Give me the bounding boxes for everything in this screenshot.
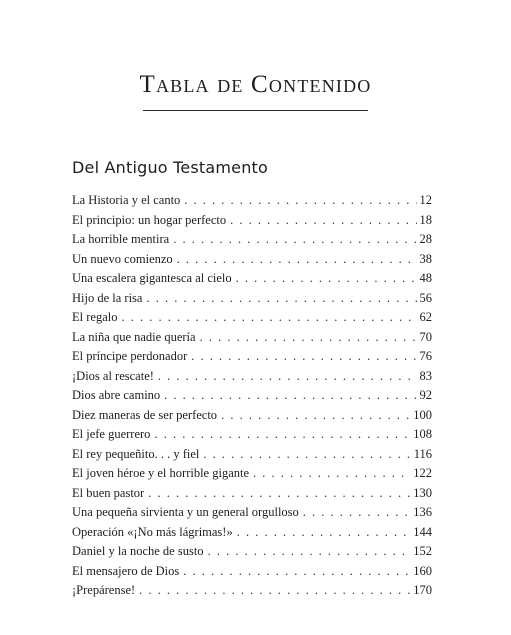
dot-leader: [237, 523, 411, 543]
dot-leader: [191, 347, 416, 367]
toc-entry[interactable]: [72, 211, 432, 231]
page-title: Tabla de Contenido: [139, 71, 372, 98]
dot-leader: [203, 445, 410, 465]
dot-leader: [208, 542, 411, 562]
toc-entry[interactable]: [72, 347, 432, 367]
toc-entry[interactable]: [72, 269, 432, 289]
toc-entry-page: 62: [419, 310, 432, 324]
toc-entry[interactable]: [72, 191, 432, 211]
toc-entry-page: 100: [413, 407, 432, 422]
dot-leader: [200, 328, 417, 348]
toc-entry[interactable]: [72, 523, 432, 543]
toc-entry-title: El rey pequeñito. . . y fiel: [72, 446, 200, 461]
dot-leader: [230, 211, 416, 231]
toc-entry-page: 116: [413, 446, 432, 461]
toc-entry-title: El joven héroe y el horrible gigante: [72, 466, 250, 480]
toc-entry-title: Daniel y la noche de susto: [72, 544, 204, 558]
toc-entry-page: 130: [413, 485, 432, 500]
dot-leader: [253, 464, 410, 484]
toc-entry-title: Dios abre camino: [72, 388, 161, 402]
toc-entry[interactable]: [72, 503, 432, 523]
toc-entry-title: La niña que nadie quería: [72, 329, 196, 344]
dot-leader: [146, 289, 416, 309]
toc-entry[interactable]: [72, 250, 432, 270]
toc-entry-title: Diez maneras de ser perfecto: [72, 407, 218, 422]
toc-entry[interactable]: [72, 445, 432, 465]
dot-leader: [236, 269, 417, 289]
dot-leader: [221, 406, 410, 426]
dot-leader: [158, 367, 417, 387]
toc-entry-title: El regalo: [72, 310, 118, 324]
dot-leader: [164, 386, 416, 406]
toc-entry[interactable]: [72, 581, 432, 601]
toc-entry[interactable]: [72, 562, 432, 582]
dot-leader: [183, 562, 410, 582]
toc-entry-title: ¡Dios al rescate!: [72, 368, 154, 383]
section-heading: Del Antiguo Testamento: [72, 158, 269, 177]
toc-entry-title: El jefe guerrero: [72, 427, 151, 441]
toc-entry-page: 38: [419, 251, 432, 266]
toc-entry-page: 108: [413, 427, 432, 441]
toc-entry-page: 70: [419, 329, 432, 344]
toc-entry-title: La horrible mentira: [72, 232, 170, 246]
dot-leader: [148, 484, 410, 504]
toc-entry[interactable]: [72, 230, 432, 250]
dot-leader: [173, 230, 416, 250]
toc-entry-title: Hijo de la risa: [72, 290, 143, 305]
toc-entry-page: 92: [419, 388, 432, 402]
toc-entry-title: El principio: un hogar perfecto: [72, 212, 227, 227]
dot-leader: [121, 308, 416, 328]
toc-entry-page: 160: [413, 563, 432, 578]
toc-entry-title: Un nuevo comienzo: [72, 251, 173, 266]
toc-entry[interactable]: [72, 484, 432, 504]
toc-entry[interactable]: [72, 308, 432, 328]
toc-entry-title: El buen pastor: [72, 485, 145, 500]
toc-entry[interactable]: [72, 542, 432, 562]
toc-entry-page: 144: [413, 524, 432, 539]
toc-entry[interactable]: [72, 425, 432, 445]
dot-leader: [303, 503, 410, 523]
toc-entry-page: 48: [419, 271, 432, 285]
toc-entry-page: 76: [419, 349, 432, 363]
toc-entry-page: 122: [413, 466, 432, 480]
dot-leader: [184, 191, 416, 211]
dot-leader: [177, 250, 417, 270]
toc-entry-title: ¡Prepárense!: [72, 583, 136, 597]
toc-entry-title: El mensajero de Dios: [72, 563, 180, 578]
toc-entry[interactable]: [72, 386, 432, 406]
toc-entry-page: 152: [413, 544, 432, 558]
toc-entry-page: 28: [419, 232, 432, 246]
toc-entry-title: Operación «¡No más lágrimas!»: [72, 524, 233, 539]
dot-leader: [154, 425, 410, 445]
toc-list: [72, 191, 432, 601]
toc-entry[interactable]: [72, 367, 432, 387]
title-rule: [143, 110, 368, 111]
toc-entry-title: La Historia y el canto: [72, 193, 181, 207]
toc-entry-page: 83: [419, 368, 432, 383]
toc-entry-page: 56: [419, 290, 432, 305]
toc-entry-page: 18: [419, 212, 432, 227]
toc-entry-title: Una pequeña sirvienta y un general orgulloso: [72, 505, 299, 519]
dot-leader: [139, 581, 410, 601]
toc-entry[interactable]: [72, 328, 432, 348]
toc-entry[interactable]: [72, 464, 432, 484]
toc-entry[interactable]: [72, 406, 432, 426]
toc-entry-page: 136: [413, 505, 432, 519]
toc-entry-page: 12: [419, 193, 432, 207]
toc-entry-title: Una escalera gigantesca al cielo: [72, 271, 232, 285]
toc-entry[interactable]: [72, 289, 432, 309]
toc-entry-page: 170: [413, 583, 432, 597]
toc-entry-title: El príncipe perdonador: [72, 349, 188, 363]
